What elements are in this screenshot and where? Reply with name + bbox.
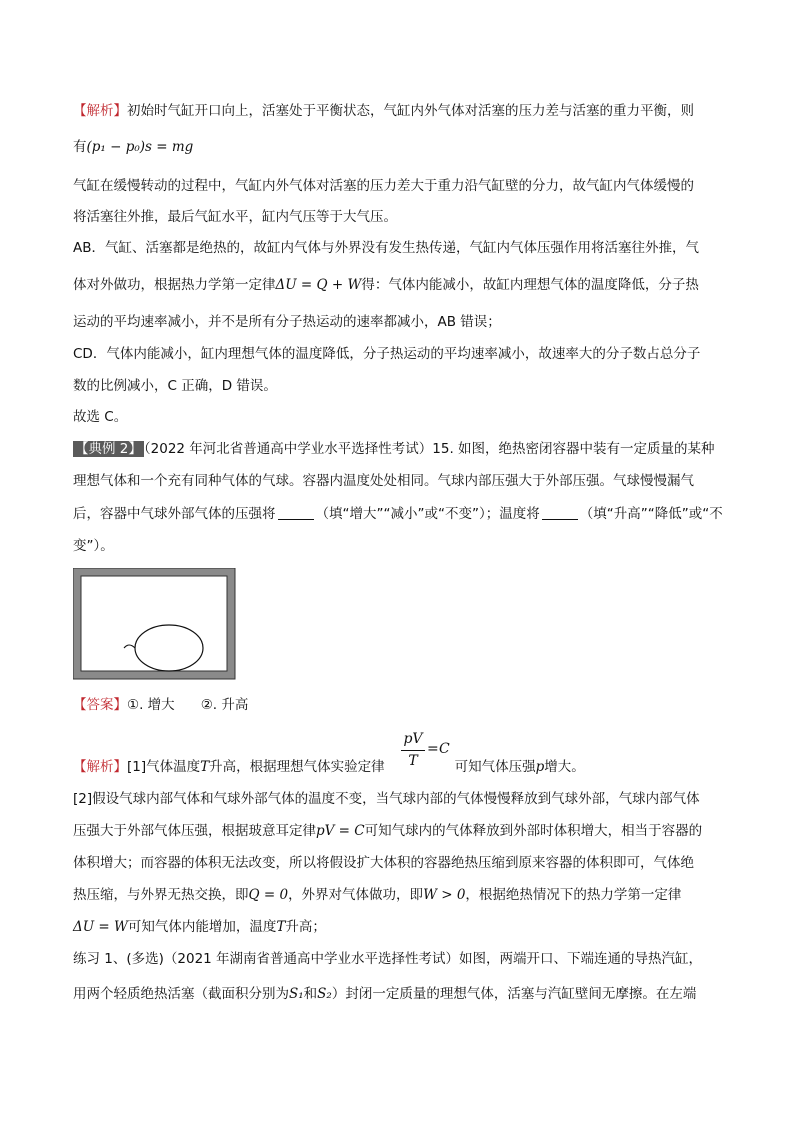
example2-line2: 理想气体和一个充有同种气体的气球。容器内温度处处相同。气球内部压强大于外部压强。气球慢慢漏气 [73,473,694,489]
balloon [135,625,203,671]
formula-first-law: ΔU = Q + W [275,277,362,293]
analysis1-line5: AB．气缸、活塞都是绝热的，故缸内气体与外界没有发生热传递，气缸内气体压强作用将活塞往外推，气 [73,240,699,256]
answer-blank-1[interactable] [278,506,314,520]
practice1-line1: 练习 1、(多选)（2021 年湖南省普通高中学业水平选择性考试）如图，两端开口、下端连通的导热汽缸， [73,951,703,967]
analysis2-line5: 热压缩，与外界无热交换，即Q = 0，外界对气体做功，即W > 0，根据绝热情况下的热力学第一定律 [73,887,682,903]
analysis-label-2: 【解析】 [73,759,127,775]
example-tag: 【典例 2】 [75,441,142,457]
analysis1-line8: CD．气体内能减小，缸内理想气体的温度降低，分子热运动的平均速率减小，故速率大的分子数占总分子 [73,346,701,362]
analysis1-line9: 数的比例减小，C 正确，D 错误。 [73,378,277,394]
analysis2-line2: [2]假设气球内部气体和气球外部气体的温度不变，当气球内部的气体慢慢释放到气球外部，气球内部气体 [73,791,700,807]
answer-label: 【答案】 [73,697,127,713]
analysis1-line6: 体对外做功，根据热力学第一定律ΔU = Q + W得：气体内能减小，故缸内理想气体的温度降低，分子热 [73,277,699,293]
answer-line [73,696,248,714]
example2-line3: 后，容器中气球外部气体的压强将 （填“增大”“减小”或“不变”）；温度将 （填“升高”“降低”或“不 [73,506,723,522]
analysis2-line1: 【解析】[1]气体温度T升高，根据理想气体实验定律 可知气体压强p增大。 [73,759,585,775]
example2-line1: 【典例 2】 （2022 年河北省普通高中学业水平选择性考试）15. 如图，绝热密闭容器中装有一定质量的某种 [75,441,715,457]
container-balloon-figure [73,568,236,680]
formula-force-balance: (p₁ − p₀)s = mg [86,139,194,155]
formula-ideal-gas-law: pV T = C [401,731,461,771]
analysis1-line4: 将活塞往外推，最后气缸水平，缸内气压等于大气压。 [73,209,397,225]
analysis1-line3: 气缸在缓慢转动的过程中，气缸内外气体对活塞的压力差大于重力沿气缸壁的分力，故气缸内气体缓慢的 [73,178,694,194]
answer-item-2: ②. 升高 [200,697,249,713]
example2-line4: 变”）。 [73,538,114,554]
analysis1-line10: 故选 C。 [73,409,128,425]
analysis-label: 【解析】 [73,103,127,119]
practice1-line2: 用两个轻质绝热活塞（截面积分别为S₁和S₂）封闭一定质量的理想气体，活塞与汽缸壁间无摩擦。在左端 [73,986,697,1002]
analysis2-line4: 体积增大；而容器的体积无法改变，所以将假设扩大体积的容器绝热压缩到原来容器的体积即可，气体绝 [73,855,694,871]
analysis1-line2: 有(p₁ − p₀)s = mg [73,139,194,155]
answer-blank-2[interactable] [542,506,578,520]
formula-boyle: pV = C [316,823,365,839]
fraction-bar [401,750,425,751]
analysis2-line6: ΔU = W可知气体内能增加，温度T升高； [73,919,326,935]
analysis1-line1: 【解析】初始时气缸开口向上，活塞处于平衡状态，气缸内外气体对活塞的压力差与活塞的重力平衡，则 [73,103,694,119]
analysis2-line3: 压强大于外部气体压强，根据玻意耳定律pV = C可知气球内的气体释放到外部时体积增大，相当于容器的 [73,823,703,839]
analysis1-line7: 运动的平均速率减小，并不是所有分子热运动的速率都减小，AB 错误； [73,314,501,330]
answer-item-1: ①. 增大 [127,697,175,713]
